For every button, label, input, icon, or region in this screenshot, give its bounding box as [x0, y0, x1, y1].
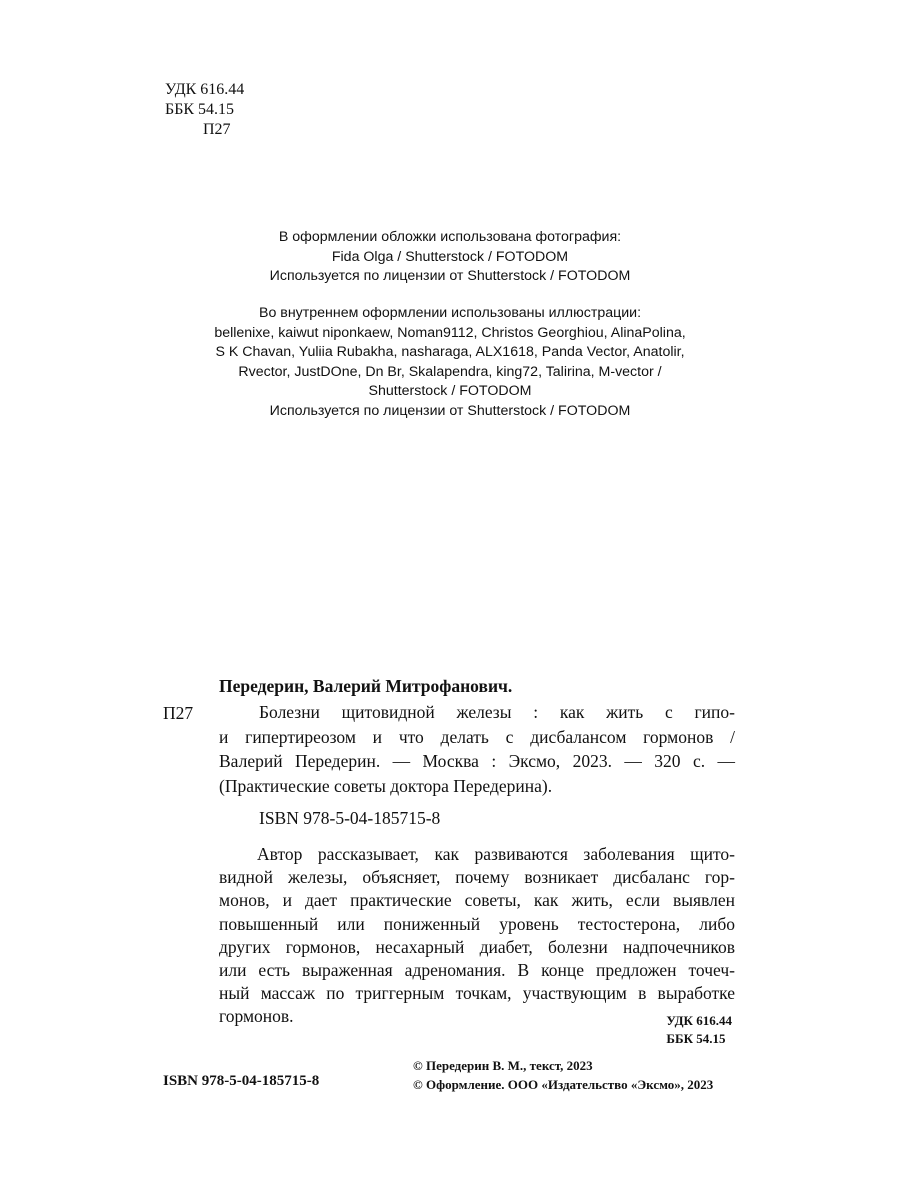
cover-credits [110, 228, 790, 287]
abstract-line: видной железы, объясняет, почему возникает дисбаланс гор- [219, 867, 735, 888]
abstract-line: монов, и дает практические советы, как жить, если выявлен [219, 890, 735, 911]
abstract [219, 843, 735, 1029]
credit-line: S K Chavan, Yuliia Rubakha, nasharaga, ALX1618, Panda Vector, Anatolir, [215, 344, 685, 361]
bib-line: Валерий Передерин. — Москва : Эксмо, 2023. — 320 с. — [219, 751, 735, 771]
footer-bbk: ББК 54.15 [666, 1031, 726, 1046]
author-heading: Передерин, Валерий Митрофанович. [219, 676, 513, 696]
credit-line: Используется по лицензии от Shutterstock / FOTODOM [269, 268, 631, 285]
bib-line: (Практические советы доктора Передерина). [219, 775, 553, 796]
copyright-text: © Передерин В. М., текст, 2023 [413, 1058, 593, 1073]
credit-line: Shutterstock / FOTODOM [368, 383, 532, 400]
abstract-line: гормонов. [219, 1006, 294, 1027]
bib-line: Болезни щитовидной железы : как жить с гипо- [259, 702, 735, 722]
interior-credits [110, 304, 790, 422]
abstract-line: повышенный или пониженный уровень тестостерона, либо [219, 913, 735, 934]
credit-line: Используется по лицензии от Shutterstock / FOTODOM [269, 402, 631, 419]
footer-udk: УДК 616.44 [666, 1013, 732, 1028]
isbn-record: ISBN 978-5-04-185715-8 [259, 808, 441, 828]
credit-line: В оформлении обложки использована фотография: [278, 229, 622, 245]
credit-line: bellenixe, kaiwut niponkaew, Noman9112, Christos Georghiou, AlinaPolina, [214, 324, 686, 341]
copyright-block [413, 1056, 713, 1094]
abstract-line: ный массаж по триггерным точкам, участвующим в выработке [219, 983, 735, 1004]
abstract-line: Автор рассказывает, как развиваются заболевания щито- [257, 844, 735, 864]
abstract-line: других гормонов, несахарный диабет, болезни надпочечников [219, 936, 735, 957]
bibliographic-description [219, 700, 735, 798]
copyright-design: © Оформление. ООО «Издательство «Эксмо», 2023 [413, 1077, 714, 1092]
credit-line: Во внутреннем оформлении использованы иллюстрации: [258, 305, 642, 321]
footer-isbn: ISBN 978-5-04-185715-8 [163, 1073, 320, 1089]
abstract-line: или есть выраженная адреномания. В конце предложен точеч- [219, 960, 735, 981]
bbk-code: ББК 54.15 [165, 101, 235, 118]
bibliographic-code: П27 [163, 703, 194, 723]
udk-code: УДК 616.44 [165, 81, 245, 98]
classification-block [165, 80, 244, 140]
bib-line: и гипертиреозом и что делать с дисбалансом гормонов / [219, 726, 735, 747]
author-mark: П27 [203, 121, 231, 138]
credit-line: Fida Olga / Shutterstock / FOTODOM [331, 248, 569, 265]
credit-line: Rvector, JustDOne, Dn Br, Skalapendra, king72, Talirina, M-vector / [238, 363, 662, 380]
footer-codes [666, 1012, 732, 1048]
